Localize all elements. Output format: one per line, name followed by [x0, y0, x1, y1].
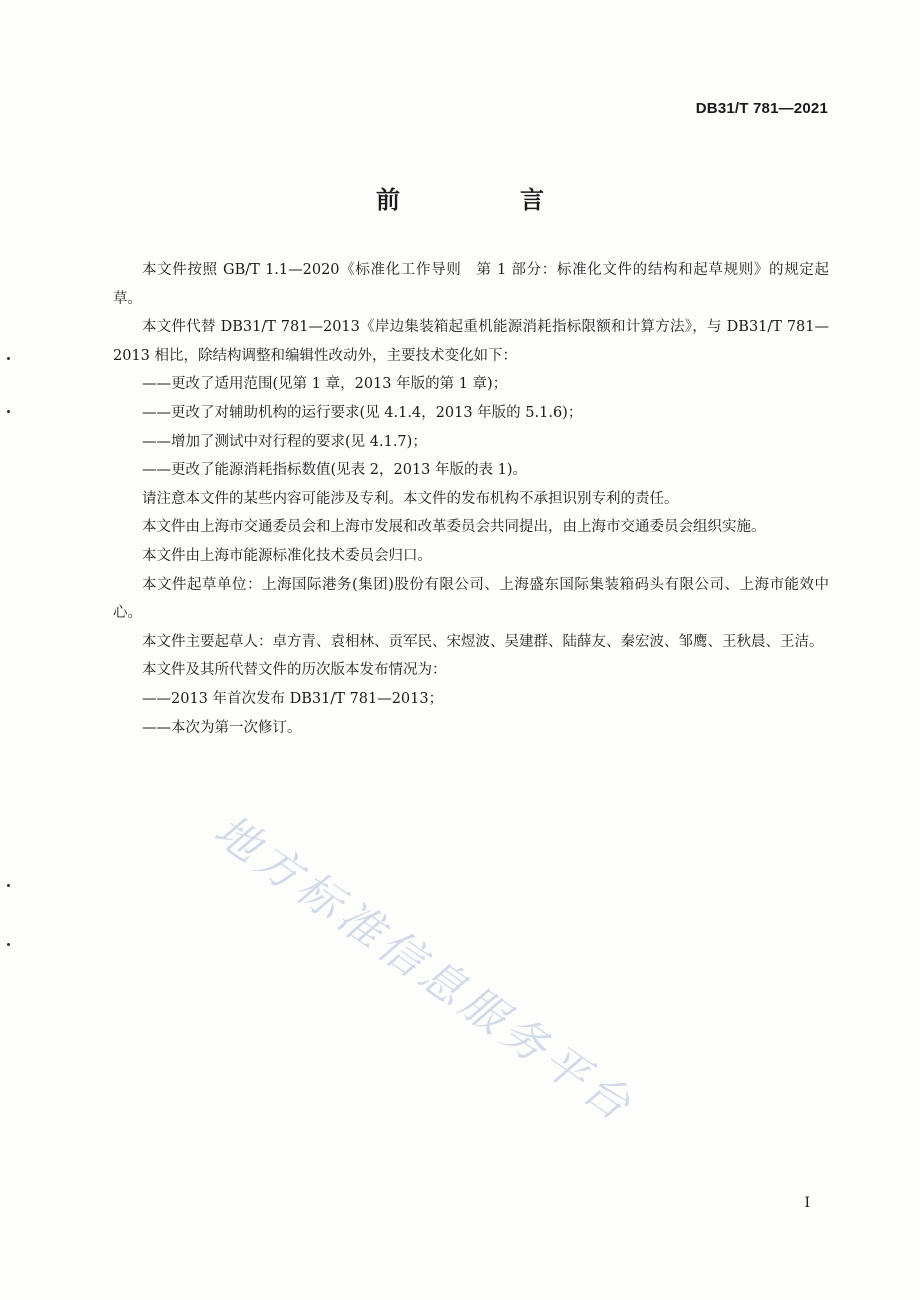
scan-speck [7, 884, 10, 887]
list-item: ——更改了能源消耗指标数值(见表 2，2013 年版的表 1)。 [142, 462, 527, 479]
paragraph: 本文件及其所代替文件的历次版本发布情况为： [142, 662, 447, 679]
watermark: 地方标准信息服务平台 [204, 804, 644, 1134]
paragraph: 本文件由上海市能源标准化技术委员会归口。 [142, 547, 432, 564]
document-code: DB31/T 781—2021 [695, 100, 828, 117]
scan-speck [7, 943, 10, 946]
list-item: ——更改了适用范围(见第 1 章，2013 年版的第 1 章)； [142, 376, 508, 393]
paragraph: 本文件按照 GB/T 1.1—2020《标准化工作导则 第 1 部分：标准化文件的结构和起草规则》的规定起草。 [113, 262, 829, 307]
list-item: ——增加了测试中对行程的要求(见 4.1.7)； [142, 433, 427, 450]
scan-speck [7, 410, 10, 413]
paragraph: 请注意本文件的某些内容可能涉及专利。本文件的发布机构不承担识别专利的责任。 [142, 490, 679, 507]
page-title: 前 言 [376, 186, 592, 214]
paragraph: 本文件由上海市交通委员会和上海市发展和改革委员会共同提出，由上海市交通委员会组织实施。 [142, 519, 766, 536]
list-item: ——2013 年首次发布 DB31/T 781—2013； [142, 690, 444, 707]
page-number: I [804, 1195, 810, 1211]
list-item: ——本次为第一次修订。 [142, 719, 302, 736]
paragraph: 本文件代替 DB31/T 781—2013《岸边集装箱起重机能源消耗指标限额和计算方法》，与 DB31/T 781—2013 相比，除结构调整和编辑性改动外，主要技术变化如下： [113, 319, 829, 364]
list-item: ——更改了对辅助机构的运行要求(见 4.1.4，2013 年版的 5.1.6)； [142, 404, 583, 421]
scan-speck [7, 357, 10, 360]
foreword-body [113, 256, 829, 742]
paragraph: 本文件起草单位：上海国际港务(集团)股份有限公司、上海盛东国际集装箱码头有限公司、上海市能效中心。 [113, 576, 829, 622]
paragraph: 本文件主要起草人：卓方青、袁相林、贡军民、宋煜波、吴建群、陆薛友、秦宏波、邹鹰、王秋晨、王洁。 [142, 633, 824, 650]
